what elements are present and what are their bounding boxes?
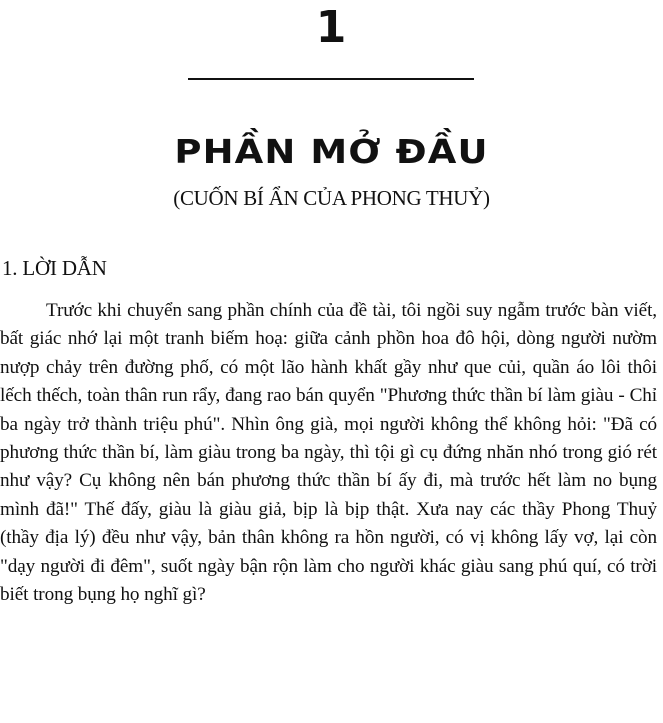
body-paragraph: Trước khi chuyển sang phần chính của đề tài, tôi ngồi suy ngẫm trước bàn viết, bất giác nhớ lại một tranh biếm hoạ: giữa cảnh phồn hoa đô hội, dòng người nườm nượp chảy trên đường phố, có một lão hành khất gầy như que củi, quần áo lôi thôi lếch thếch, toàn thân run rẩy, đang rao bán quyển "Phương thức thần bí làm giàu - Chỉ ba ngày trở thành triệu phú". Nhìn ông già, mọi người không thể không hỏi: "Đã có phương thức thần bí, làm giàu trong ba ngày, thì tội gì cụ đứng nhăn nhó trong gió rét như vậy? Cụ không nên bán phương thức thần bí ấy đi, mà trước hết làm no bụng mình đã!" Thế đấy, giàu là giàu giả, bịp là bịp thật. Xưa nay các thầy Phong Thuỷ (thầy địa lý) đều như vậy, bản thân không ra hồn người, có vị không lấy vợ, lại còn "dạy người đi đêm", suốt ngày bận rộn làm cho người khác giàu sang phú quí, có trời biết trong bụng họ nghĩ gì? [0,300,657,606]
section-heading: 1. LỜI DẪN [2,256,107,280]
chapter-subtitle: (CUỐN BÍ ẨN CỦA PHONG THUỶ) [173,186,490,210]
chapter-title: PHẦN MỞ ĐẦU [174,132,489,171]
chapter-number: 1 [315,2,348,53]
chapter-divider [188,78,474,80]
